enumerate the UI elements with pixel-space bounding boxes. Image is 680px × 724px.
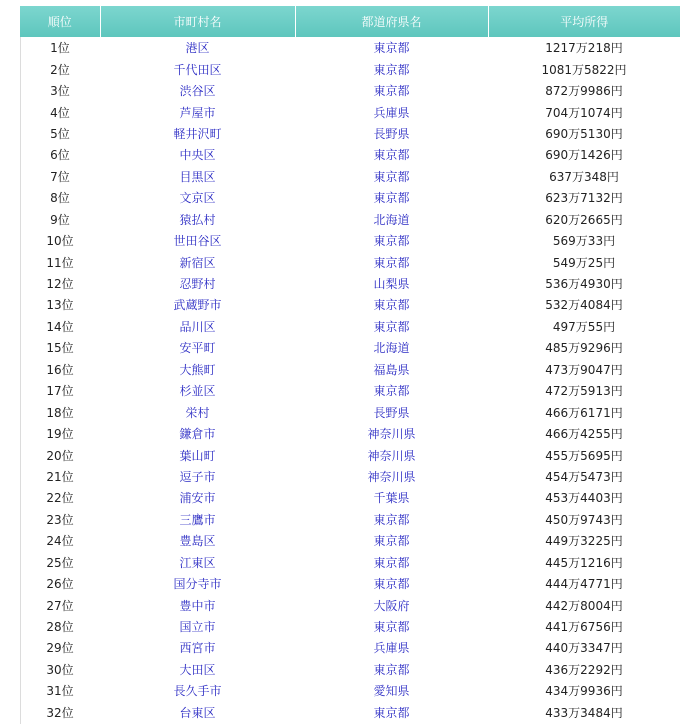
income-cell: 690万1426円 [545, 148, 623, 163]
prefecture-link[interactable]: 東京都 [373, 191, 410, 206]
city-link[interactable]: 品川区 [179, 319, 216, 334]
prefecture-link[interactable]: 東京都 [373, 169, 410, 184]
rank-cell: 5位 [50, 126, 70, 141]
income-cell: 453万4403円 [545, 491, 623, 506]
prefecture-link[interactable]: 東京都 [373, 620, 410, 635]
prefecture-link[interactable]: 東京都 [373, 255, 410, 270]
rank-cell: 30位 [46, 662, 74, 677]
table-row [20, 80, 680, 101]
table-row [20, 466, 680, 487]
prefecture-link[interactable]: 東京都 [373, 84, 410, 99]
rank-cell: 29位 [46, 641, 74, 656]
table-row [20, 166, 680, 187]
prefecture-link[interactable]: 東京都 [373, 534, 410, 549]
income-cell: 1081万5822円 [541, 62, 627, 77]
rank-cell: 18位 [46, 405, 74, 420]
city-link[interactable]: 安平町 [179, 341, 216, 356]
prefecture-link[interactable]: 愛知県 [373, 684, 410, 699]
rank-cell: 20位 [46, 448, 74, 463]
city-link[interactable]: 武蔵野市 [173, 298, 222, 313]
prefecture-link[interactable]: 福島県 [373, 362, 410, 377]
table-row [20, 380, 680, 401]
income-cell: 532万4084円 [545, 298, 623, 313]
header-city: 市町村名 [100, 6, 295, 37]
income-cell: 549万25円 [552, 255, 616, 270]
table-row [20, 144, 680, 165]
rank-cell: 22位 [46, 491, 74, 506]
income-cell: 704万1074円 [545, 105, 623, 120]
prefecture-link[interactable]: 東京都 [373, 577, 410, 592]
table-row [20, 123, 680, 144]
rank-cell: 4位 [50, 105, 70, 120]
table-row [20, 401, 680, 422]
table-row [20, 294, 680, 315]
table-row [20, 530, 680, 551]
income-cell: 620万2665円 [545, 212, 623, 227]
rank-cell: 13位 [46, 298, 74, 313]
city-link[interactable]: 鎌倉市 [179, 427, 216, 442]
rank-cell: 8位 [50, 191, 70, 206]
prefecture-link[interactable]: 長野県 [373, 126, 410, 141]
rank-cell: 27位 [46, 598, 74, 613]
city-link[interactable]: 江東区 [179, 555, 216, 570]
city-link[interactable]: 渋谷区 [179, 84, 216, 99]
city-link[interactable]: 大田区 [179, 662, 216, 677]
city-link[interactable]: 長久手市 [173, 684, 222, 699]
rank-cell: 32位 [46, 705, 74, 720]
income-cell: 472万5913円 [545, 384, 623, 399]
income-cell: 466万4255円 [545, 427, 623, 442]
rank-cell: 14位 [46, 319, 74, 334]
table-row [20, 702, 680, 723]
income-cell: 536万4930円 [545, 277, 623, 292]
income-cell: 466万6171円 [545, 405, 623, 420]
table-row [20, 209, 680, 230]
rank-cell: 3位 [50, 84, 70, 99]
table-row [20, 359, 680, 380]
ranking-table-container [20, 6, 680, 723]
income-cell: 872万9986円 [545, 84, 623, 99]
header-row [20, 6, 680, 37]
rank-cell: 6位 [50, 148, 70, 163]
city-link[interactable]: 豊島区 [179, 534, 216, 549]
rank-cell: 9位 [50, 212, 70, 227]
table-row [20, 573, 680, 594]
city-link[interactable]: 三鷹市 [179, 512, 216, 527]
table-row [20, 487, 680, 508]
city-link[interactable]: 豊中市 [179, 598, 216, 613]
city-link[interactable]: 忍野村 [179, 277, 216, 292]
income-cell: 434万9936円 [545, 684, 623, 699]
city-link[interactable]: 港区 [185, 41, 210, 56]
city-link[interactable]: 千代田区 [173, 62, 222, 77]
table-row [20, 187, 680, 208]
header-income: 平均所得 [488, 6, 680, 37]
rank-cell: 21位 [46, 469, 74, 484]
income-cell: 485万9296円 [545, 341, 623, 356]
city-link[interactable]: 国分寺市 [173, 577, 222, 592]
prefecture-link[interactable]: 千葉県 [373, 491, 410, 506]
rank-cell: 2位 [50, 62, 70, 77]
table-row [20, 659, 680, 680]
prefecture-link[interactable]: 長野県 [373, 405, 410, 420]
table-row [20, 680, 680, 701]
income-cell: 569万33円 [552, 234, 616, 249]
rank-cell: 7位 [50, 169, 70, 184]
rank-cell: 19位 [46, 427, 74, 442]
table-row [20, 637, 680, 658]
income-cell: 455万5695円 [545, 448, 623, 463]
prefecture-link[interactable]: 山梨県 [373, 277, 410, 292]
city-link[interactable]: 栄村 [185, 405, 210, 420]
city-link[interactable]: 目黒区 [179, 169, 216, 184]
prefecture-link[interactable]: 大阪府 [373, 598, 410, 613]
income-cell: 442万8004円 [545, 598, 623, 613]
city-link[interactable]: 西宮市 [179, 641, 216, 656]
rank-cell: 11位 [46, 255, 74, 270]
prefecture-link[interactable]: 神奈川県 [367, 448, 416, 463]
rank-cell: 23位 [46, 512, 74, 527]
table-row [20, 37, 680, 58]
table-row [20, 552, 680, 573]
table-row [20, 509, 680, 530]
prefecture-link[interactable]: 東京都 [373, 705, 410, 720]
table-row [20, 594, 680, 615]
city-link[interactable]: 新宿区 [179, 255, 216, 270]
rank-cell: 10位 [46, 234, 74, 249]
city-link[interactable]: 国立市 [179, 620, 216, 635]
income-cell: 433万3484円 [545, 705, 623, 720]
income-cell: 444万4771円 [545, 577, 623, 592]
prefecture-link[interactable]: 北海道 [373, 212, 410, 227]
rank-cell: 17位 [46, 384, 74, 399]
table-row [20, 251, 680, 272]
city-link[interactable]: 芦屋市 [179, 105, 216, 120]
income-cell: 623万7132円 [545, 191, 623, 206]
prefecture-link[interactable]: 東京都 [373, 298, 410, 313]
prefecture-link[interactable]: 東京都 [373, 512, 410, 527]
income-cell: 1217万218円 [545, 41, 623, 56]
income-cell: 436万2292円 [545, 662, 623, 677]
city-link[interactable]: 軽井沢町 [173, 126, 222, 141]
prefecture-link[interactable]: 東京都 [373, 555, 410, 570]
table-row [20, 337, 680, 358]
income-cell: 450万9743円 [545, 512, 623, 527]
city-link[interactable]: 台東区 [179, 705, 216, 720]
header-rank: 順位 [20, 6, 100, 37]
table-body [20, 37, 680, 723]
city-link[interactable]: 大熊町 [179, 362, 216, 377]
city-link[interactable]: 葉山町 [179, 448, 216, 463]
income-cell: 454万5473円 [545, 469, 623, 484]
prefecture-link[interactable]: 神奈川県 [367, 427, 416, 442]
income-cell: 441万6756円 [545, 620, 623, 635]
rank-cell: 31位 [46, 684, 74, 699]
table-row [20, 316, 680, 337]
income-cell: 497万55円 [552, 319, 616, 334]
income-ranking-table [20, 6, 680, 723]
income-cell: 473万9047円 [545, 362, 623, 377]
table-row [20, 58, 680, 79]
rank-cell: 15位 [46, 341, 74, 356]
prefecture-link[interactable]: 東京都 [373, 62, 410, 77]
prefecture-link[interactable]: 兵庫県 [373, 105, 410, 120]
income-cell: 440万3347円 [545, 641, 623, 656]
rank-cell: 25位 [46, 555, 74, 570]
prefecture-link[interactable]: 東京都 [373, 384, 410, 399]
rank-cell: 16位 [46, 362, 74, 377]
city-link[interactable]: 世田谷区 [173, 234, 222, 249]
table-row [20, 616, 680, 637]
city-link[interactable]: 杉並区 [179, 384, 216, 399]
rank-cell: 12位 [46, 277, 74, 292]
rank-cell: 1位 [50, 41, 70, 56]
city-link[interactable]: 浦安市 [179, 491, 216, 506]
income-cell: 690万5130円 [545, 126, 623, 141]
prefecture-link[interactable]: 東京都 [373, 662, 410, 677]
table-row [20, 273, 680, 294]
income-cell: 449万3225円 [545, 534, 623, 549]
income-cell: 637万348円 [549, 169, 619, 184]
income-cell: 445万1216円 [545, 555, 623, 570]
city-link[interactable]: 文京区 [179, 191, 216, 206]
rank-cell: 28位 [46, 620, 74, 635]
rank-cell: 26位 [46, 577, 74, 592]
city-link[interactable]: 中央区 [179, 148, 216, 163]
prefecture-link[interactable]: 東京都 [373, 234, 410, 249]
city-link[interactable]: 逗子市 [179, 469, 216, 484]
table-row [20, 423, 680, 444]
prefecture-link[interactable]: 東京都 [373, 319, 410, 334]
table-header [20, 6, 680, 37]
prefecture-link[interactable]: 北海道 [373, 341, 410, 356]
table-row [20, 230, 680, 251]
header-prefecture: 都道府県名 [295, 6, 488, 37]
table-row [20, 101, 680, 122]
prefecture-link[interactable]: 東京都 [373, 148, 410, 163]
prefecture-link[interactable]: 神奈川県 [367, 469, 416, 484]
prefecture-link[interactable]: 兵庫県 [373, 641, 410, 656]
rank-cell: 24位 [46, 534, 74, 549]
prefecture-link[interactable]: 東京都 [373, 41, 410, 56]
city-link[interactable]: 猿払村 [179, 212, 216, 227]
table-row [20, 444, 680, 465]
